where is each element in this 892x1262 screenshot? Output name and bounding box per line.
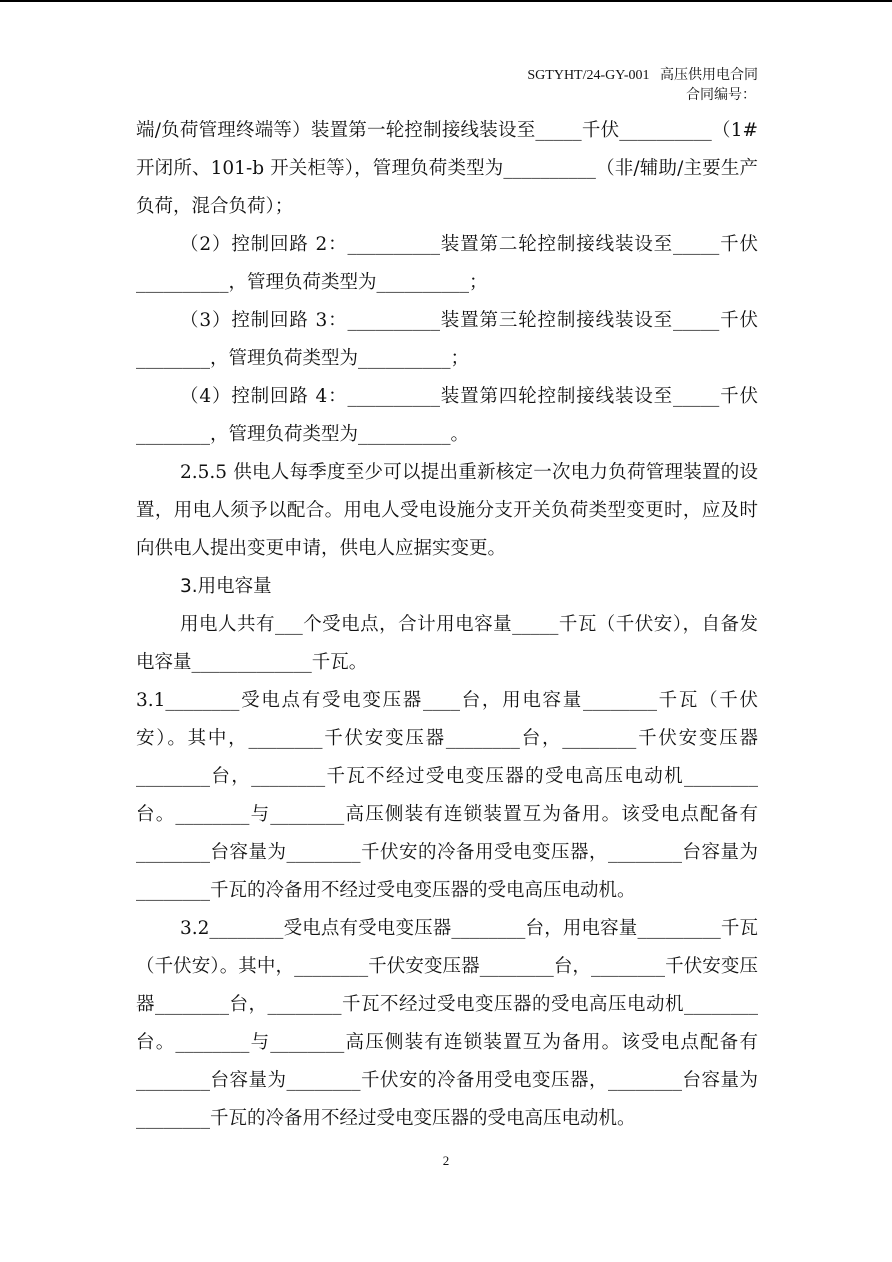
paragraph-capacity-summary: 用电人共有___个受电点，合计用电容量_____千瓦（千伏安），自备发电容量_____________千瓦。 [136, 614, 758, 673]
paragraph-2-5-5: 2.5.5 供电人每季度至少可以提出重新核定一次电力负荷管理装置的设置，用电人须予以配合。用电人受电设施分支开关负荷类型变更时，应及时向供电人提出变更申请，供电人应据实变更。 [136, 462, 758, 559]
paragraph-control-loop-3: （3）控制回路 3：__________装置第三轮控制接线装设至_____千伏 ________，管理负荷类型为__________； [136, 310, 758, 369]
contract-no-label: 合同编号： [686, 88, 756, 103]
header-title: 高压供用电合同 [660, 68, 758, 83]
header-line-1 [527, 66, 758, 86]
paragraph-control-loop-2: （2）控制回路 2：__________装置第二轮控制接线装设至_____千伏__________，管理负荷类型为__________； [136, 234, 758, 293]
section-heading-capacity: 3.用电容量 [180, 576, 272, 597]
header-code: SGTYHT/24-GY-001 [527, 68, 650, 83]
paragraph-control-loop-1: 端/负荷管理终端等）装置第一轮控制接线装设至_____千伏__________（1#开闭所、101-b 开关柜等），管理负荷类型为__________（非/辅助/主要生产负荷，混合负荷）； [136, 120, 758, 217]
page-number: 2 [442, 1153, 450, 1168]
page-header [527, 66, 758, 106]
paragraph-control-loop-4: （4）控制回路 4：__________装置第四轮控制接线装设至_____千伏 ________，管理负荷类型为__________。 [136, 386, 758, 445]
paragraph-3-1: 3.1________受电点有受电变压器____台，用电容量________千瓦（千伏安）。其中，________千伏安变压器________台，________千伏安变压器________台，________千瓦不经过受电变压器的受电高压电动机________台。________与________高压侧装有连锁装置互为备用。该受电点配备有________台容量为________千伏安的冷备用受电变压器，________台容量为________千瓦的冷备用不经过受电变压器的受电高压电动机。 [136, 690, 758, 901]
paragraph-3-2: 3.2________受电点有受电变压器________台，用电容量_________千瓦（千伏安）。其中，________千伏安变压器________台，________千伏安变压器________台，________千瓦不经过受电变压器的受电高压电动机________台。________与________高压侧装有连锁装置互为备用。该受电点配备有________台容量为________千伏安的冷备用受电变压器，________台容量为________千瓦的冷备用不经过受电变压器的受电高压电动机。 [136, 918, 758, 1129]
document-body [136, 112, 758, 1138]
